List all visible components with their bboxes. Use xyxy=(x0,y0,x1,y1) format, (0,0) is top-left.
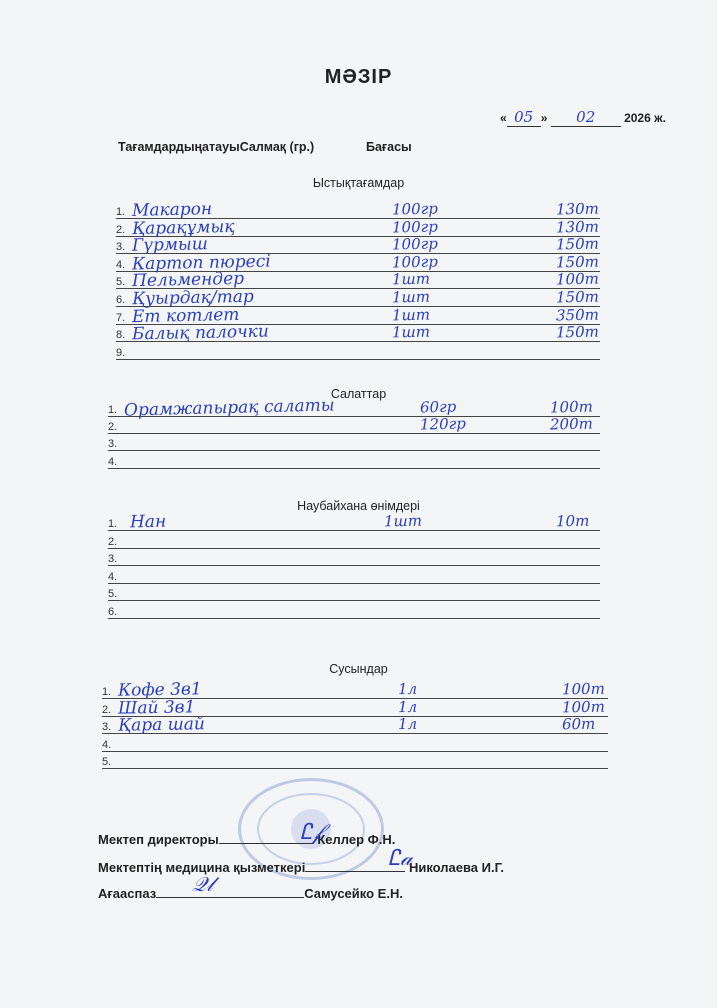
date-open-quote: « xyxy=(500,111,507,125)
row-rule xyxy=(108,600,600,601)
item-price: 60т xyxy=(561,714,596,734)
row-number: 1. xyxy=(108,518,118,530)
item-price: 100т xyxy=(561,697,606,716)
item-name: Кофе 3в1 xyxy=(117,679,202,701)
item-price: 150т xyxy=(555,287,600,307)
row-rule xyxy=(102,751,608,752)
item-weight: 1шт xyxy=(391,269,431,289)
item-price: 100т xyxy=(555,269,600,289)
director-signature: Ꮭ𝒻 xyxy=(300,820,323,845)
date-month: 02 xyxy=(551,108,621,127)
row-number: 2. xyxy=(102,703,112,716)
row-number: 2. xyxy=(108,535,118,548)
date-close-quote: » xyxy=(540,111,548,125)
item-weight: 1шт xyxy=(391,305,431,324)
row-number: 2. xyxy=(108,421,118,434)
item-weight: 1л xyxy=(397,715,418,734)
row-number: 1. xyxy=(116,206,126,218)
item-name: Қуырдақ/тар xyxy=(131,286,255,310)
item-price: 350т xyxy=(555,305,600,325)
item-name: Шай 3в1 xyxy=(117,696,196,719)
row-number: 6. xyxy=(108,606,118,618)
item-name: Қарақұмық xyxy=(131,216,235,239)
row-number: 2. xyxy=(116,223,126,236)
item-weight: 100гр xyxy=(391,199,439,219)
item-price: 100т xyxy=(549,397,594,417)
item-weight: 100гр xyxy=(391,217,439,237)
row-rule xyxy=(108,468,600,469)
item-weight: 120гр xyxy=(419,414,467,434)
date-line xyxy=(500,108,666,127)
row-number: 8. xyxy=(116,329,126,342)
row-rule xyxy=(108,450,600,451)
item-price: 100т xyxy=(561,679,606,699)
row-number: 5. xyxy=(116,276,126,289)
row-number: 3. xyxy=(108,553,118,566)
row-number: 4. xyxy=(108,570,118,583)
row-rule xyxy=(108,530,600,531)
row-number: 5. xyxy=(102,756,112,769)
item-price: 130т xyxy=(555,199,600,219)
row-number: 3. xyxy=(108,438,118,451)
row-number: 5. xyxy=(108,588,118,601)
page-title: МӘЗІР xyxy=(324,66,393,88)
item-name: Пельмендер xyxy=(131,269,245,292)
director-line xyxy=(98,832,395,847)
row-number: 4. xyxy=(116,258,126,271)
row-rule xyxy=(108,548,600,549)
row-number: 1. xyxy=(102,686,112,698)
row-number: 9. xyxy=(116,346,126,359)
row-number: 4. xyxy=(102,738,112,751)
column-header-name-weight: ТағамдардыңатауыСалмақ (гр.) xyxy=(118,140,315,154)
date-day: 05 xyxy=(507,108,541,127)
item-weight: 100гр xyxy=(391,252,439,272)
item-weight: 1л xyxy=(397,697,418,716)
item-price: 150т xyxy=(555,252,600,272)
medic-signature-blank xyxy=(305,871,405,872)
item-weight: 1шт xyxy=(383,511,423,531)
item-weight: 1л xyxy=(397,679,418,699)
cook-name: Самусейко Е.Н. xyxy=(304,886,403,901)
row-number: 4. xyxy=(108,455,118,468)
cook-signature: 𝒬𝓁 xyxy=(192,872,213,896)
item-price: 10т xyxy=(555,511,590,531)
section-title-salads: Салаттар xyxy=(330,387,387,401)
item-price: 150т xyxy=(555,234,600,254)
cook-line xyxy=(98,886,403,901)
item-name: Ет котлет xyxy=(131,304,240,327)
section-title-hot: Ыстықтағамдар xyxy=(312,176,405,190)
item-weight: 60гр xyxy=(419,397,457,417)
item-name: Балық палочки xyxy=(131,321,269,345)
item-name: Картоп пюресі xyxy=(131,251,271,275)
item-price: 150т xyxy=(555,322,600,342)
row-number: 7. xyxy=(116,311,126,324)
column-header-price: Бағасы xyxy=(366,140,412,154)
item-name: Қара шай xyxy=(117,714,206,736)
item-weight: 1шт xyxy=(391,322,431,342)
item-weight: 1шт xyxy=(391,287,431,307)
director-name: Келлер Ф.Н. xyxy=(317,832,396,847)
director-label: Мектеп директоры xyxy=(98,832,219,847)
medic-signature: Ꮭ𝒶 xyxy=(388,846,413,871)
section-title-drinks: Сусындар xyxy=(329,662,388,676)
medic-name: Николаева И.Г. xyxy=(408,860,504,875)
item-name: Макарон xyxy=(131,199,213,221)
row-rule xyxy=(108,618,600,619)
cook-signature-blank xyxy=(156,897,304,898)
item-name: Нан xyxy=(129,511,167,533)
item-weight: 100гр xyxy=(391,234,439,254)
item-price: 130т xyxy=(555,217,600,237)
row-rule xyxy=(102,768,608,769)
row-number: 3. xyxy=(116,241,126,254)
row-rule xyxy=(108,433,600,434)
row-number: 3. xyxy=(102,721,112,734)
row-number: 6. xyxy=(116,294,126,306)
item-name: Орамжапырақ салаты xyxy=(123,395,335,421)
item-price: 200т xyxy=(549,414,594,434)
item-name: Гүрмыш xyxy=(131,234,209,256)
medic-label: Мектептің медицина қызметкері xyxy=(98,860,306,875)
row-number: 1. xyxy=(108,404,118,416)
row-rule xyxy=(108,565,600,566)
date-year: 2026 ж. xyxy=(624,111,666,125)
section-title-bakery: Наубайхана өнімдері xyxy=(297,499,420,513)
medic-line xyxy=(98,860,504,875)
row-rule xyxy=(108,583,600,584)
row-rule xyxy=(116,359,600,360)
cook-label: Ағааспаз xyxy=(98,886,157,901)
